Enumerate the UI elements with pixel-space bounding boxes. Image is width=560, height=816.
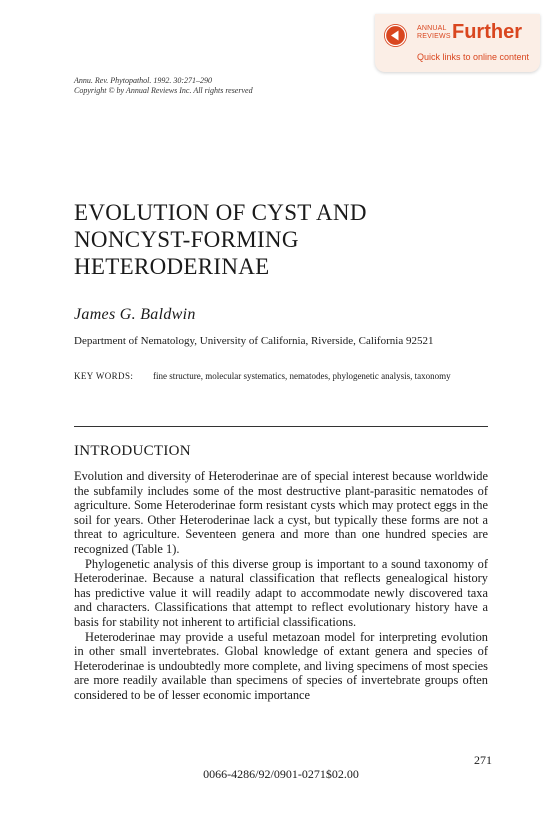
title-line: EVOLUTION OF CYST AND — [74, 200, 367, 225]
article-title — [74, 199, 474, 280]
section-divider — [74, 426, 488, 427]
citation-line-journal: Annu. Rev. Phytopathol. 1992. 30:271–290 — [74, 76, 213, 85]
citation-line-copyright: Copyright © by Annual Reviews Inc. All rights reserved — [74, 86, 253, 95]
title-line: NONCYST-FORMING — [74, 227, 299, 252]
author-name: James G. Baldwin — [74, 306, 196, 323]
badge-further-text[interactable]: Further — [452, 21, 522, 43]
keywords-text: fine structure, molecular systematics, nematodes, phylogenetic analysis, taxonomy — [153, 371, 451, 381]
body-paragraph: Phylogenetic analysis of this diverse group is important to a sound taxonomy of Heteroderinae. Because a natural classification that reflects genealogical history has predictive value it will readily adapt to accommodate newly discovered taxa and characters. Classifications that attempt to reflect evolutionary history have a basis for stability not inherent to artificial classifications. — [74, 556, 488, 629]
badge-brand — [417, 25, 451, 41]
badge-reviews-text: REVIEWS — [417, 33, 451, 40]
badge-annual-text: ANNUAL — [417, 25, 447, 32]
further-badge[interactable] — [375, 14, 540, 72]
body-text — [74, 469, 488, 703]
page-number: 271 — [474, 753, 492, 767]
article-code: 0066-4286/92/0901-0271$02.00 — [203, 767, 359, 781]
author-affiliation: Department of Nematology, University of California, Riverside, California 92521 — [74, 335, 434, 347]
body-paragraph: Heteroderinae may provide a useful metazoan model for interpreting evolution in other small invertebrates. Global knowledge of extant genera and species of Heteroderinae is undoubtedly more complete, and living specimens of most species are more readily available than specimens of species of invertebrate groups often considered to be of lesser economic importance — [74, 629, 488, 702]
body-paragraph: Evolution and diversity of Heteroderinae are of special interest because worldwide the subfamily includes some of the most destructive plant-parasitic nematodes of agriculture. Some Heteroderinae form resistant cysts which may protect eggs in the soil for years. Other Heteroderinae lack a cyst, but typically these forms are not a threat to agriculture. Seventeen genera and more than one hundred species are recognized (Table 1). — [74, 469, 488, 556]
title-line: HETERODERINAE — [74, 254, 270, 279]
badge-subtitle[interactable]: Quick links to online content — [417, 52, 530, 62]
citation — [74, 76, 253, 96]
play-arrow-icon[interactable] — [384, 24, 407, 47]
section-heading: INTRODUCTION — [74, 443, 191, 459]
keywords-label: KEY WORDS: — [74, 371, 134, 381]
